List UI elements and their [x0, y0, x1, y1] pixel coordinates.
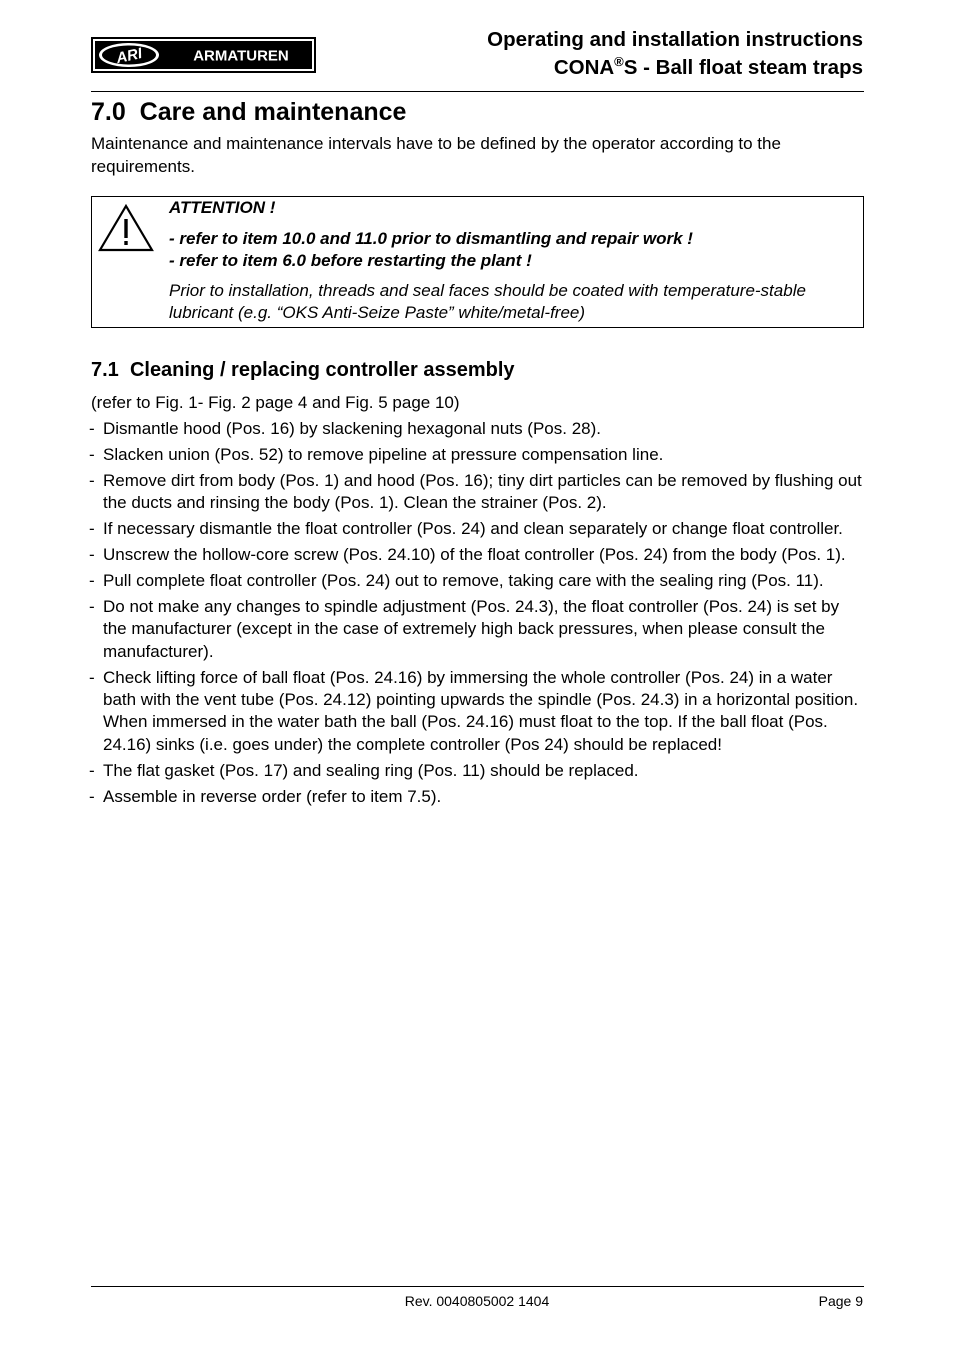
warning-triangle-icon	[98, 204, 154, 252]
list-item-text: Do not make any changes to spindle adjustment (Pos. 24.3), the float controller (Pos. 24) is set by the manufacturer (except in the case of extremely high back pressures, when please consult the manufacturer).	[103, 597, 840, 661]
list-marker: -	[89, 470, 95, 490]
list-item-text: The flat gasket (Pos. 17) and sealing ring (Pos. 11) should be replaced.	[103, 760, 639, 780]
list-item-text: Unscrew the hollow-core screw (Pos. 24.10) of the float controller (Pos. 24) from the body (Pos. 1).	[103, 545, 846, 565]
logo-mark-text: ARI	[114, 44, 144, 67]
document-title-line2	[487, 54, 863, 82]
list-item-text: Assemble in reverse order (refer to item 7.5).	[103, 786, 442, 806]
list-item	[91, 667, 863, 756]
attention-bullet: - refer to item 6.0 before restarting the plant !	[169, 251, 532, 270]
figure-reference: (refer to Fig. 1- Fig. 2 page 4 and Fig. 5 page 10)	[91, 393, 460, 412]
list-item-text: Remove dirt from body (Pos. 1) and hood (Pos. 16); tiny dirt particles can be removed by flushing out the ducts and rinsing the body (Pos. 1). Clean the strainer (Pos. 2).	[103, 470, 862, 513]
list-item	[91, 418, 863, 440]
list-item	[91, 570, 863, 592]
list-marker: -	[89, 444, 95, 464]
list-item	[91, 786, 863, 808]
list-item	[91, 470, 863, 515]
product-name: CONA	[553, 56, 615, 79]
list-marker: -	[89, 545, 95, 565]
section-intro: Maintenance and maintenance intervals have to be defined by the operator according to the requirements.	[91, 134, 781, 176]
list-marker: -	[89, 418, 95, 438]
list-item	[91, 596, 863, 663]
document-title-line1: Operating and installation instructions	[487, 28, 863, 51]
registered-mark: ®	[614, 54, 624, 69]
maintenance-steps	[91, 418, 863, 808]
attention-note: Prior to installation, threads and seal faces should be coated with temperature-stable lubricant (e.g. “OKS Anti-Seize Paste” white/metal-free)	[169, 281, 806, 322]
page-number: Page 9	[818, 1293, 863, 1309]
header-divider	[91, 91, 864, 92]
list-marker: -	[89, 760, 95, 780]
list-item-text: Check lifting force of ball float (Pos. 24.16) by immersing the whole controller (Pos. 24) in a water bath with the vent tube (Pos. 24.12) pointing upwards the spindle (Pos. 24.3) in a horizontal position. When immersed in the water bath the ball (Pos. 24.16) must float to the top. If the ball float (Pos. 24.16) sinks (i.e. goes under) the complete controller (Pos 24) should be replaced!	[103, 667, 859, 754]
list-marker: -	[89, 597, 95, 617]
product-subtitle: S - Ball float steam traps	[623, 56, 863, 79]
document-title	[487, 26, 863, 82]
list-item-text: Pull complete float controller (Pos. 24) out to remove, taking care with the sealing ring (Pos. 11).	[103, 571, 824, 591]
attention-text	[169, 197, 854, 324]
list-item	[91, 760, 863, 782]
list-marker: -	[89, 667, 95, 687]
attention-title: ATTENTION !	[169, 198, 276, 217]
list-item	[91, 544, 863, 566]
subsection-title: Cleaning / replacing controller assembly	[129, 359, 515, 381]
section-title: Care and maintenance	[139, 98, 407, 126]
list-item-text: Dismantle hood (Pos. 16) by slackening hexagonal nuts (Pos. 28).	[103, 418, 601, 438]
list-item-text: Slacken union (Pos. 52) to remove pipeline at pressure compensation line.	[103, 444, 664, 464]
list-marker: -	[89, 786, 95, 806]
logo-brand-text: ARMATUREN	[193, 47, 289, 65]
ari-armaturen-logo	[91, 37, 316, 73]
list-item-text: If necessary dismantle the float controller (Pos. 24) and clean separately or change float controller.	[103, 519, 843, 539]
subsection-heading	[91, 357, 515, 383]
footer-divider	[91, 1286, 864, 1287]
list-marker: -	[89, 519, 95, 539]
attention-box	[91, 196, 864, 328]
section-number: 7.0	[91, 98, 126, 126]
list-item	[91, 518, 863, 540]
attention-bullet: - refer to item 10.0 and 11.0 prior to dismantling and repair work !	[169, 229, 693, 248]
subsection-body	[91, 392, 863, 812]
list-marker: -	[89, 571, 95, 591]
revision-number: Rev. 0040805002 1404	[404, 1293, 550, 1309]
section-heading	[91, 96, 406, 128]
list-item	[91, 444, 863, 466]
subsection-number: 7.1	[91, 359, 119, 381]
